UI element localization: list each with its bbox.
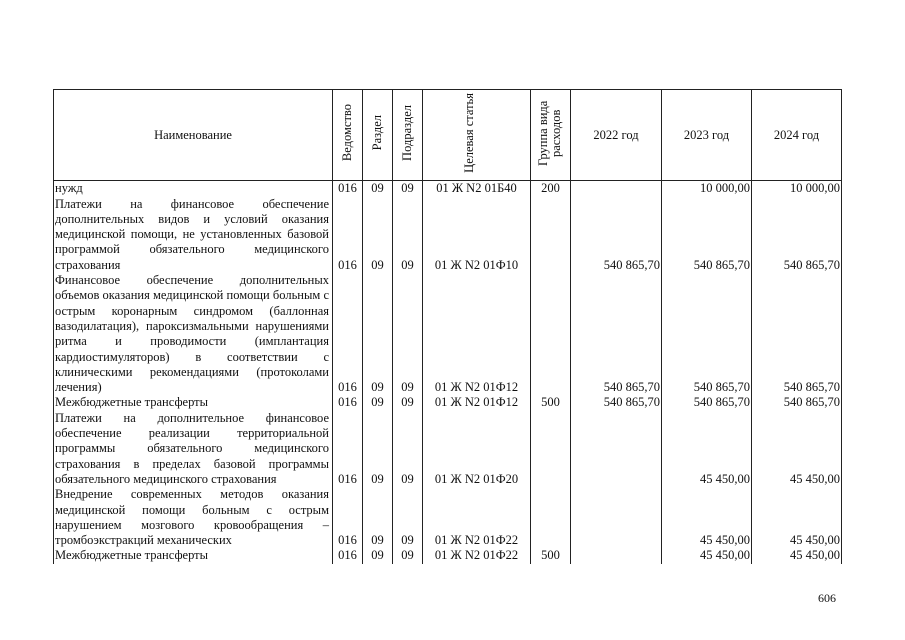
row-2022 <box>571 548 662 563</box>
row-group: 500 <box>531 548 571 563</box>
row-name: нужд <box>54 181 333 197</box>
row-subsection: 09 <box>393 273 423 395</box>
header-name: Наименование <box>54 90 333 181</box>
row-subsection: 09 <box>393 197 423 273</box>
row-section: 09 <box>363 197 393 273</box>
row-dept: 016 <box>333 411 363 487</box>
row-section: 09 <box>363 411 393 487</box>
row-name: Межбюджетные трансферты <box>54 395 333 410</box>
row-group <box>531 411 571 487</box>
row-code: 01 Ж N2 01Ф10 <box>423 197 531 273</box>
row-dept: 016 <box>333 395 363 410</box>
budget-table-container <box>53 89 841 579</box>
row-code: 01 Ж N2 01Ф20 <box>423 411 531 487</box>
row-2022: 540 865,70 <box>571 197 662 273</box>
row-2024: 45 450,00 <box>752 411 842 487</box>
budget-table <box>53 89 842 564</box>
row-dept: 016 <box>333 273 363 395</box>
table-header-row <box>54 90 842 181</box>
row-section: 09 <box>363 548 393 563</box>
row-dept: 016 <box>333 197 363 273</box>
table-row <box>54 181 842 197</box>
row-2024: 45 450,00 <box>752 548 842 563</box>
table-row <box>54 411 842 487</box>
row-2024: 10 000,00 <box>752 181 842 197</box>
table-row <box>54 395 842 410</box>
row-subsection: 09 <box>393 548 423 563</box>
row-code: 01 Ж N2 01Ф22 <box>423 487 531 548</box>
table-row <box>54 273 842 395</box>
row-name: Внедрение современных методов оказания медицинской помощи больным с острым нарушением мозгового кровообращения – тромбоэкстракций механических <box>54 487 333 548</box>
row-2023: 540 865,70 <box>662 197 752 273</box>
row-subsection: 09 <box>393 411 423 487</box>
row-code: 01 Ж N2 01Ф12 <box>423 273 531 395</box>
row-group <box>531 197 571 273</box>
row-dept: 016 <box>333 548 363 563</box>
row-group <box>531 487 571 548</box>
header-department: Ведомство <box>333 90 363 181</box>
row-name: Межбюджетные трансферты <box>54 548 333 563</box>
row-2022 <box>571 487 662 548</box>
row-subsection: 09 <box>393 395 423 410</box>
row-group <box>531 273 571 395</box>
row-2022: 540 865,70 <box>571 395 662 410</box>
row-subsection: 09 <box>393 181 423 197</box>
row-2022 <box>571 181 662 197</box>
header-section: Раздел <box>363 90 393 181</box>
row-name: Финансовое обеспечение дополнительных объемов оказания медицинской помощи больным с острым коронарным синдромом (баллонная вазодилатация), пароксизмальными нарушениями ритма и проводимости (имплантация кардиостимуляторов) в соответствии с клиническими рекомендациями (протоколами лечения) <box>54 273 333 395</box>
row-2023: 10 000,00 <box>662 181 752 197</box>
row-code: 01 Ж N2 01Ф22 <box>423 548 531 563</box>
page-number: 606 <box>818 591 836 605</box>
row-group: 200 <box>531 181 571 197</box>
row-code: 01 Ж N2 01Ф12 <box>423 395 531 410</box>
row-2024: 540 865,70 <box>752 395 842 410</box>
row-code: 01 Ж N2 01Б40 <box>423 181 531 197</box>
row-name: Платежи на финансовое обеспечение дополнительных видов и условий оказания медицинской помощи, не установленных базовой программой обязательного медицинского страхования <box>54 197 333 273</box>
row-dept: 016 <box>333 181 363 197</box>
row-dept: 016 <box>333 487 363 548</box>
row-2023: 45 450,00 <box>662 548 752 563</box>
row-2023: 45 450,00 <box>662 487 752 548</box>
row-2022: 540 865,70 <box>571 273 662 395</box>
header-target-article: Целевая статья <box>423 90 531 181</box>
row-2024: 45 450,00 <box>752 487 842 548</box>
row-section: 09 <box>363 273 393 395</box>
row-group: 500 <box>531 395 571 410</box>
header-2024: 2024 год <box>752 90 842 181</box>
row-2022 <box>571 411 662 487</box>
row-section: 09 <box>363 395 393 410</box>
row-section: 09 <box>363 181 393 197</box>
table-row <box>54 548 842 563</box>
row-2023: 540 865,70 <box>662 273 752 395</box>
row-2024: 540 865,70 <box>752 273 842 395</box>
header-subsection: Подраздел <box>393 90 423 181</box>
header-2022: 2022 год <box>571 90 662 181</box>
row-subsection: 09 <box>393 487 423 548</box>
row-name: Платежи на дополнительное финансовое обеспечение реализации территориальной программы обязательного медицинского страхования в пределах базовой программы обязательного медицинского страхования <box>54 411 333 487</box>
row-section: 09 <box>363 487 393 548</box>
table-row <box>54 487 842 548</box>
table-row <box>54 197 842 273</box>
header-expense-group: Группа вида расходов <box>531 90 571 181</box>
row-2023: 45 450,00 <box>662 411 752 487</box>
header-2023: 2023 год <box>662 90 752 181</box>
row-2023: 540 865,70 <box>662 395 752 410</box>
row-2024: 540 865,70 <box>752 197 842 273</box>
